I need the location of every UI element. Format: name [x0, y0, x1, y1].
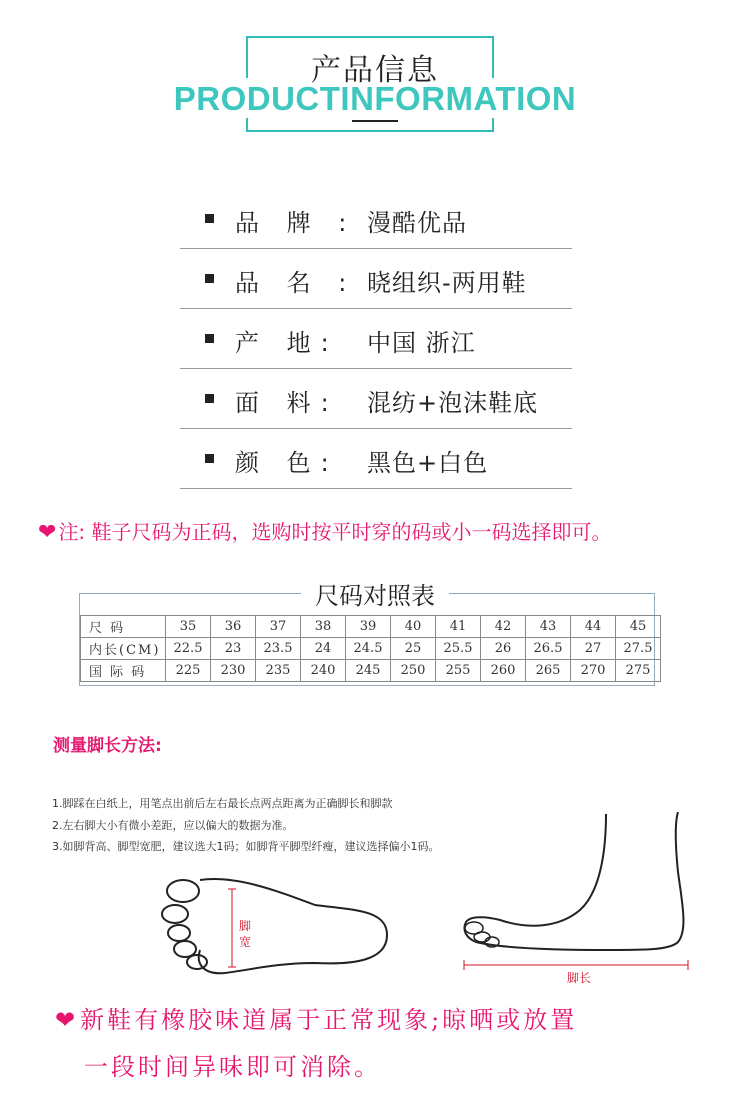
bottom-note-text: 新鞋有橡胶味道属于正常现象;晾晒或放置 — [80, 1006, 578, 1034]
info-value: 混纺+泡沫鞋底 — [367, 389, 539, 417]
info-value: 黑色+白色 — [367, 449, 489, 477]
size-note-text: 注: 鞋子尺码为正码，选购时按平时穿的码或小一码选择即可。 — [58, 520, 612, 544]
foot-width-label: 脚宽 — [238, 919, 251, 949]
foot-side-illustration — [460, 812, 695, 972]
table-cell: 230 — [211, 660, 256, 682]
table-row — [81, 616, 661, 638]
table-cell: 22.5 — [166, 638, 211, 660]
table-cell: 37 — [256, 616, 301, 638]
table-cell: 275 — [616, 660, 661, 682]
table-cell: 43 — [526, 616, 571, 638]
info-label: 品 牌 : — [235, 209, 357, 237]
foot-length-label: 脚长 — [567, 971, 592, 985]
info-row-name — [180, 249, 572, 309]
bullet-square-icon — [205, 214, 214, 223]
table-row-head: 尺 码 — [81, 616, 166, 638]
table-cell: 26 — [481, 638, 526, 660]
table-cell: 36 — [211, 616, 256, 638]
table-cell: 250 — [391, 660, 436, 682]
table-row — [81, 638, 661, 660]
header-underline — [352, 120, 398, 122]
info-value: 晓组织-两用鞋 — [367, 269, 527, 297]
info-row-brand — [180, 189, 572, 249]
table-cell: 265 — [526, 660, 571, 682]
measure-title: 测量脚长方法: — [53, 736, 162, 756]
table-row-head: 国 际 码 — [81, 660, 166, 682]
measure-step: 3.如脚背高、脚型宽肥，建议选大1码；如脚背平脚型纤瘦，建议选择偏小1码。 — [52, 840, 440, 853]
foot-top-illustration — [155, 875, 400, 975]
info-value: 中国 浙江 — [367, 329, 476, 357]
bullet-square-icon — [205, 274, 214, 283]
info-label: 品 名 : — [235, 269, 357, 297]
size-table — [80, 615, 661, 682]
size-table-title: 尺码对照表 — [0, 576, 750, 611]
table-cell: 27 — [571, 638, 616, 660]
measure-step: 1.脚踩在白纸上，用笔点出前后左右最长点两点距离为正确脚长和脚款 — [52, 797, 393, 810]
table-cell: 23 — [211, 638, 256, 660]
table-cell: 24.5 — [346, 638, 391, 660]
table-cell: 270 — [571, 660, 616, 682]
table-cell: 45 — [616, 616, 661, 638]
table-cell: 44 — [571, 616, 616, 638]
table-cell: 25 — [391, 638, 436, 660]
table-cell: 35 — [166, 616, 211, 638]
table-cell: 225 — [166, 660, 211, 682]
table-cell: 255 — [436, 660, 481, 682]
info-row-origin — [180, 309, 572, 369]
table-cell: 39 — [346, 616, 391, 638]
table-cell: 40 — [391, 616, 436, 638]
table-cell: 25.5 — [436, 638, 481, 660]
table-cell: 240 — [301, 660, 346, 682]
table-cell: 245 — [346, 660, 391, 682]
table-row — [81, 660, 661, 682]
bottom-note-line1 — [55, 1000, 577, 1035]
info-row-material — [180, 369, 572, 429]
bullet-square-icon — [205, 454, 214, 463]
heart-icon: ❤ — [38, 520, 57, 545]
info-row-color — [180, 429, 572, 489]
info-label: 面 料: — [235, 389, 339, 417]
table-cell: 26.5 — [526, 638, 571, 660]
header-title-cn: 产品信息 — [311, 53, 439, 88]
table-cell: 27.5 — [616, 638, 661, 660]
table-cell: 260 — [481, 660, 526, 682]
heart-icon: ❤ — [55, 1006, 79, 1034]
table-cell: 24 — [301, 638, 346, 660]
measure-step: 2.左右脚大小有微小差距，应以偏大的数据为准。 — [52, 819, 294, 832]
table-cell: 23.5 — [256, 638, 301, 660]
table-cell: 235 — [256, 660, 301, 682]
table-cell: 42 — [481, 616, 526, 638]
header-title-en: PRODUCTINFORMATION — [173, 80, 577, 117]
bullet-square-icon — [205, 394, 214, 403]
table-cell: 41 — [436, 616, 481, 638]
bullet-square-icon — [205, 334, 214, 343]
info-value: 漫酷优品 — [367, 209, 467, 237]
info-label: 产 地: — [235, 329, 339, 357]
table-cell: 38 — [301, 616, 346, 638]
bottom-note-line2: 一段时间异味即可消除。 — [84, 1053, 381, 1081]
table-row-head: 内长(CM) — [81, 638, 166, 660]
size-note — [38, 516, 612, 545]
info-label: 颜 色: — [235, 449, 339, 477]
